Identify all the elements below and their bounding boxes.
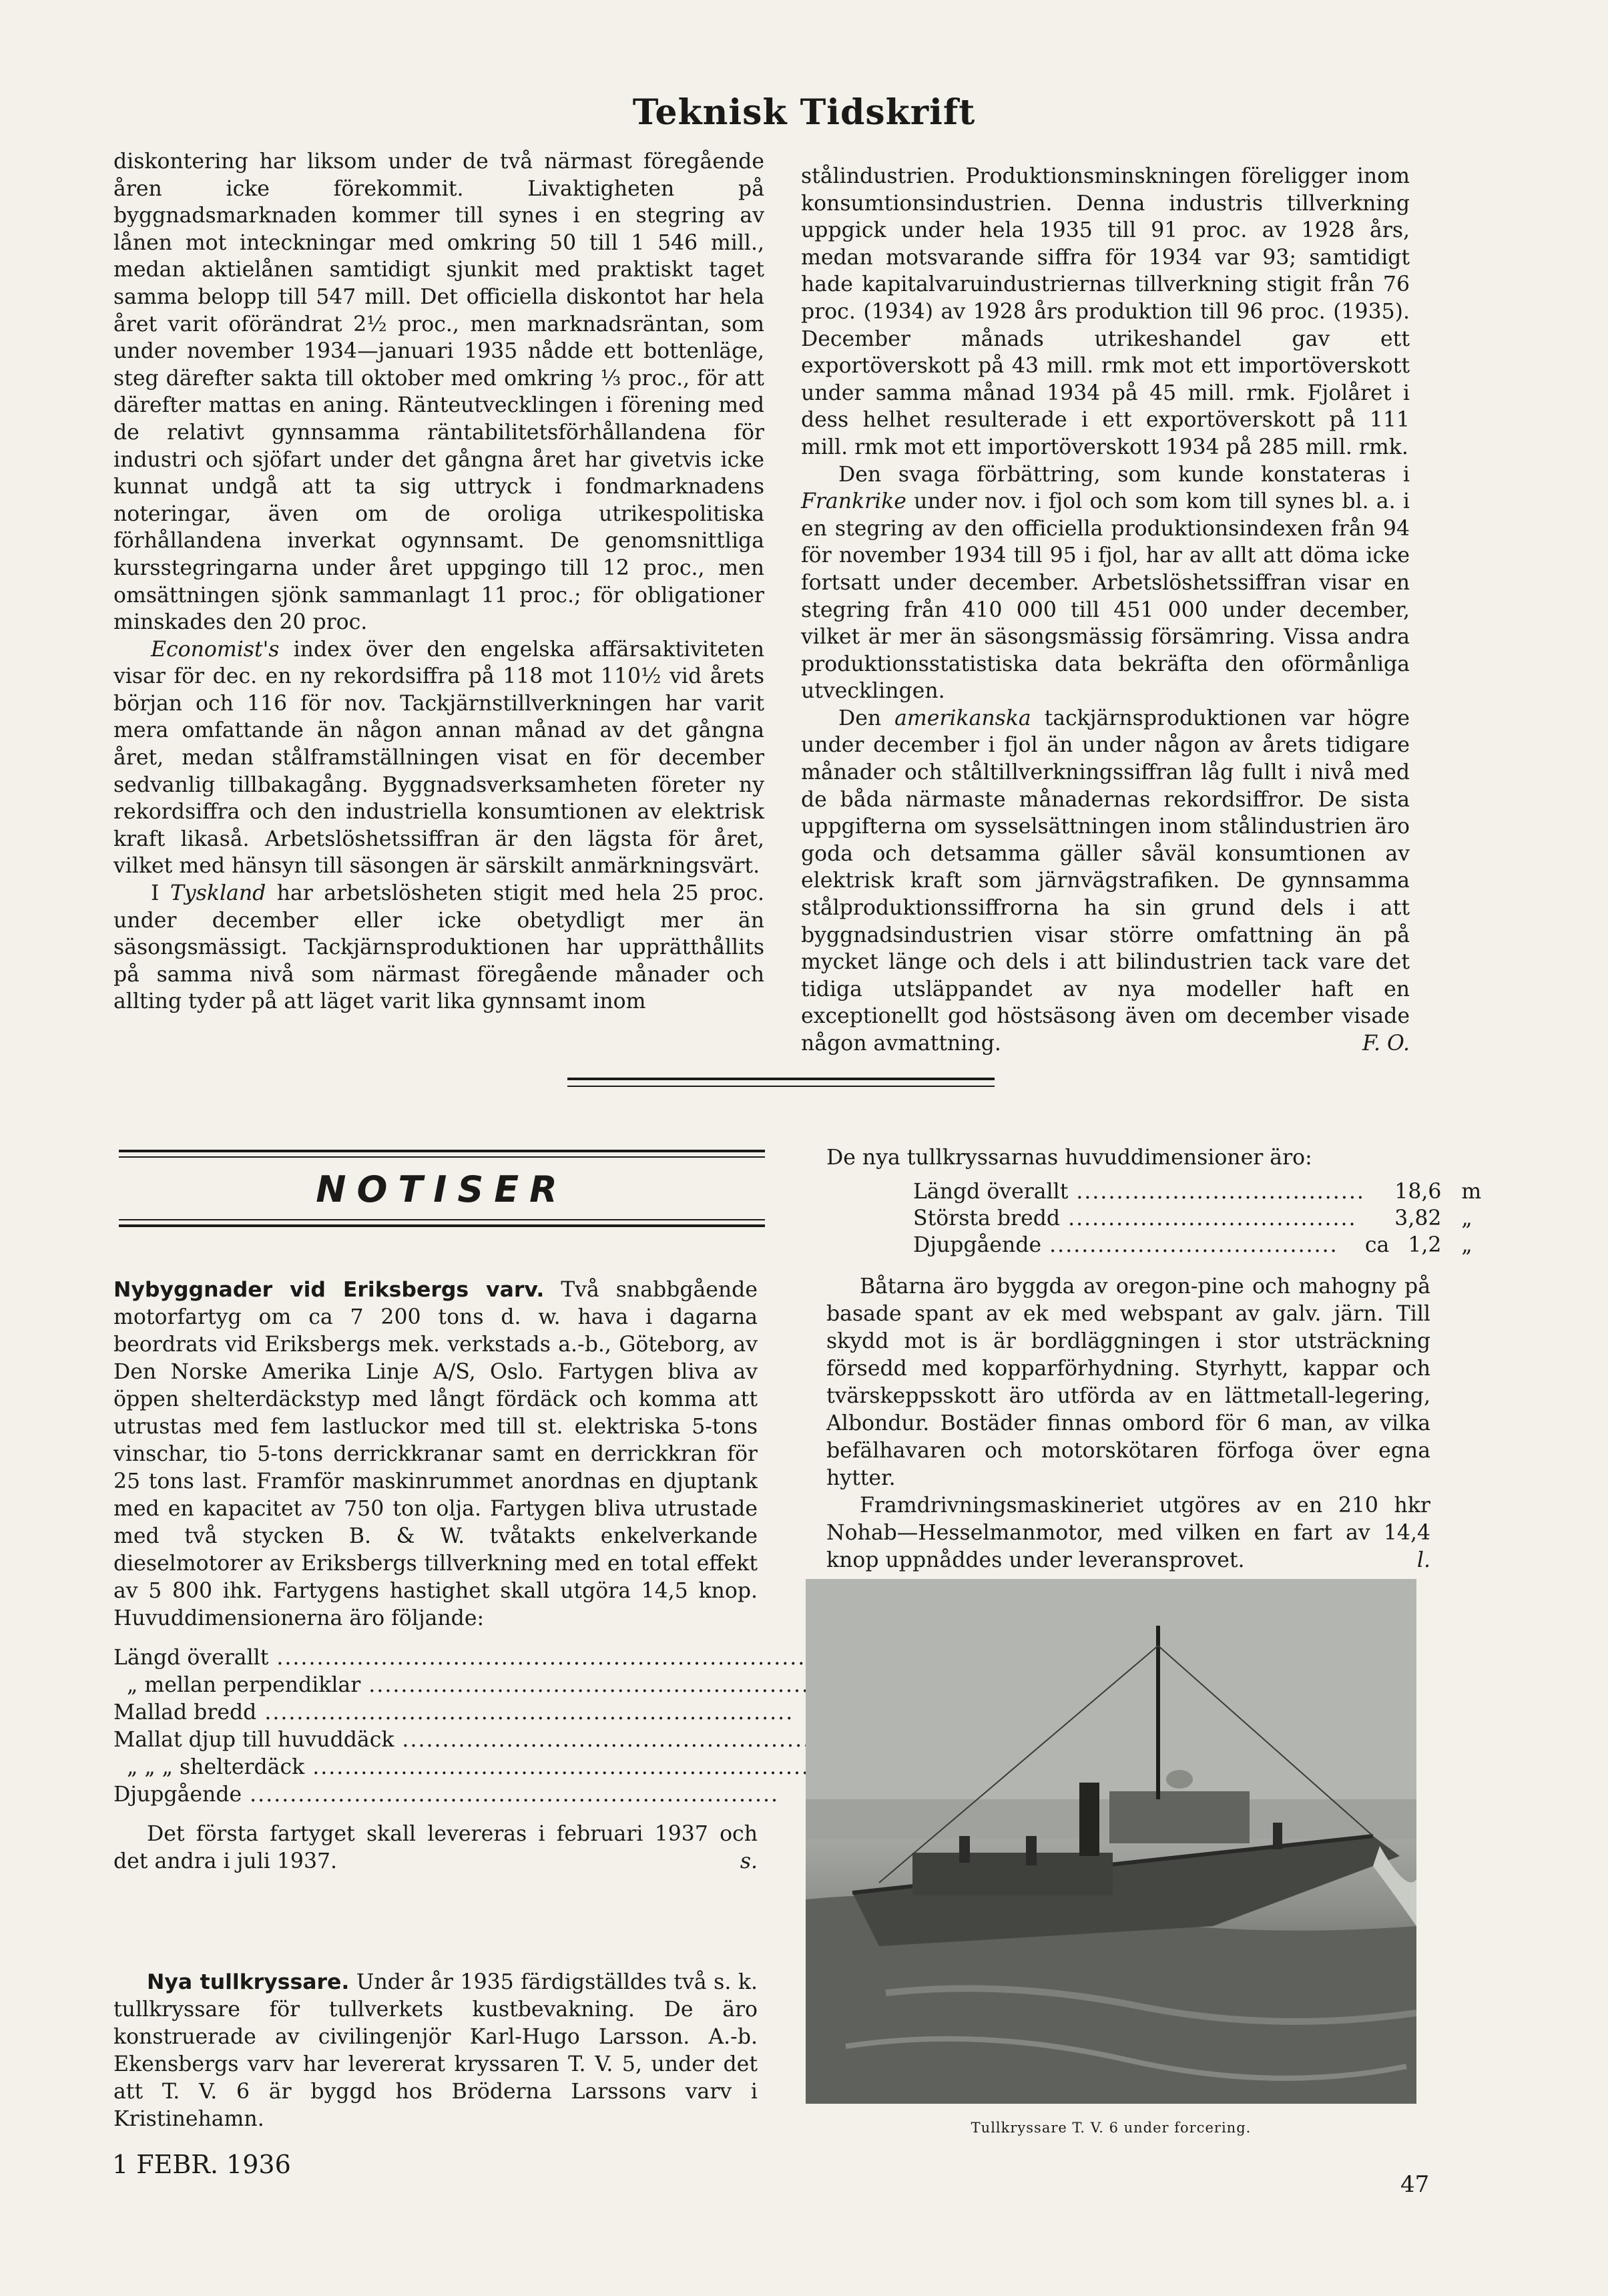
signature: F. O. xyxy=(1362,1031,1410,1056)
paragraph xyxy=(826,1492,1430,1574)
dimension-label: Djupgående ..... xyxy=(913,1232,1365,1258)
dimension-label: „ „ „ shelterdäck ..... xyxy=(113,1754,931,1781)
heading-rule xyxy=(119,1150,765,1152)
dimension-label: Djupgående ..... xyxy=(113,1781,931,1809)
paragraph xyxy=(801,461,1410,705)
dimension-label: „ mellan perpendiklar ..... xyxy=(113,1672,931,1699)
dimension-unit: m xyxy=(1461,1180,1482,1204)
dimension-qualifier: ca xyxy=(1364,1233,1390,1257)
page-number: 47 xyxy=(1400,2171,1430,2198)
dimension-value: 3,82 xyxy=(1394,1206,1442,1230)
dimension-label: Mallad bredd ..... xyxy=(113,1699,931,1727)
dimension-unit: „ xyxy=(1461,1233,1472,1257)
boat-photo xyxy=(806,1579,1416,2104)
notiser-heading-box xyxy=(119,1150,765,1228)
paragraph: stålindustrien. Produktionsminskningen föreligger inom konsumtionsindustrien. Denna industris tillverkning uppgick under hela 1935 till 91 proc. av 1928 års, medan motsvarande siffra för 1934 var 93; samtidigt hade kapitalvaruindustriernas tillverkning stigit från 76 proc. (1934) av 1928 års produktion till 96 proc. (1935). December månads utrikeshandel gav ett exportöverskott på 43 mill. rmk mot ett importöverskott under samma månad 1934 på 45 mill. rmk. Fjolåret i dess helhet resulterade i ett exportöverskott på 111 mill. rmk mot ett importöverskott 1934 på 285 mill. rmk. xyxy=(801,164,1410,459)
notice-heading: Nya tullkryssare. xyxy=(147,1970,350,1994)
notice-tullkryssare-continued xyxy=(826,1144,1482,1574)
crew-figure xyxy=(1273,1823,1282,1849)
emphasis: amerikanska xyxy=(894,706,1031,730)
table-row xyxy=(913,1205,1481,1232)
dimension-value: 18,6 xyxy=(1394,1180,1442,1204)
dimension-label: Längd överallt ..... xyxy=(913,1178,1365,1205)
section-divider xyxy=(567,1086,995,1087)
deck-house xyxy=(912,1853,1113,1895)
paragraph xyxy=(113,1821,758,1875)
wheelhouse xyxy=(1109,1791,1250,1843)
bow-spray xyxy=(1373,1846,1416,1926)
text: Den xyxy=(838,706,895,730)
notice-heading: Nybyggnader vid Eriksbergs varv. xyxy=(113,1278,545,1302)
paragraph: Båtarna äro byggda av oregon-pine och mahogny på basade spant av ek med webspant av galv. järn. Till skydd mot is är bordläggningen i stor utsträckning försedd med kopparförhydning. Styrhytt, kappar och tvärskeppsskott äro utförda av en lättmetall-legering, Albondur. Bostäder finnas ombord för 6 man, av vilka befälhavaren och motorskötaren förfoga över egna hytter. xyxy=(826,1275,1430,1490)
text: under nov. i fjol och som kom till synes bl. a. i en stegring av den officiella produktionsindexen från 94 för november 1934 till 95 i fjol, har av allt att döma icke fortsatt under december. Arbetslöshetssiffran visar en stegring från 410 000 till 451 000 under december, vilket är mer än säsongsmässig försämring. Vissa andra produktionsstatistiska data bekräfta den oförmånliga utvecklingen. xyxy=(801,489,1410,704)
section-divider xyxy=(567,1078,995,1080)
text: Framdrivningsmaskineriet utgöres av en 210 hkr Nohab—Hesselmanmotor, med vilken en fart av 14,4 knop uppnåddes under leveransprovet. xyxy=(826,1494,1430,1572)
paragraph xyxy=(113,1277,758,1632)
issue-date: 1 FEBR. 1936 xyxy=(112,2150,291,2179)
emphasis: Economist's xyxy=(151,637,280,662)
photo-caption: Tullkryssare T. V. 6 under forcering. xyxy=(971,2120,1252,2136)
table-row xyxy=(913,1178,1481,1205)
dimension-value: 1,2 xyxy=(1408,1233,1442,1257)
text: Det första fartyget skall levereras i februari 1937 och det andra i juli 1937. xyxy=(113,1822,758,1873)
notice-eriksberg xyxy=(113,1277,758,2133)
paragraph: diskontering har liksom under de två närmast föregående åren icke förekommit. Livaktigheten på byggnadsmarknaden kommer till synes i en stegring av lånen mot inteckningar med omkring 50 till 1 546 mill., medan aktielånen samtidigt sjunkit med praktiskt taget samma belopp till 547 mill. Det officiella diskontot har hela året varit oförändrat 2½ proc., men marknadsräntan, som under november 1934—januari 1935 nådde ett bottenläge, steg därefter sakta till oktober med omkring ⅓ proc., för att därefter mattas en aning. Ränteutvecklingen i förening med de relativt gynnsamma räntabilitetsförhållandena för industri och sjöfart under det gångna året har givetvis icke kunnat undgå att ta sig uttryck i fondmarknadens noteringar, även om de oroliga utrikespolitiska förhållandena inverkat ogynnsamt. De genomsnittliga kursstegringarna under året uppgingo till 12 proc., men omsättningen sjönk sammanlagt 11 proc.; för obligationer minskades den 20 proc. xyxy=(113,150,764,635)
text: Den svaga förbättring, som kunde konstateras i xyxy=(838,462,1410,487)
dimension-label: Mallat djup till huvuddäck ..... xyxy=(113,1727,931,1754)
dimensions-table xyxy=(913,1178,1481,1258)
dimension-label: Största bredd ..... xyxy=(913,1205,1365,1232)
section-title: NOTISER xyxy=(316,1168,568,1210)
heading-rule xyxy=(119,1219,765,1220)
text: tackjärnsproduktionen var högre under december i fjol än under någon av årets tidigare månader och ståltillverkningssiffran låg fullt i nivå med de båda närmaste månadernas rekordsiffror. De sista uppgifterna om sysselsättningen inom stålindustrien äro goda och detsamma gäller såväl konsumtionen av elektrisk kraft som järnvägstrafiken. De gynnsamma stålproduktionssiffrorna ha sin grund dels i att byggnadsindustrien visar större omfattning än på mycket länge och dels i att bilindustrien tack vare det tidiga utsläppandet av nya modeller haft en exceptionellt god höstsäsong även om december visade någon avmattning. xyxy=(801,706,1410,1056)
heading-rule xyxy=(119,1156,765,1158)
journal-title: Teknisk Tidskrift xyxy=(632,92,976,133)
heading-rule xyxy=(119,1224,765,1227)
boat-illustration xyxy=(806,1579,1416,2104)
dimension-qualifier xyxy=(1365,1205,1394,1232)
paragraph xyxy=(113,880,764,1015)
text: Två snabbgående motorfartyg om ca 7 200 tons d. w. hava i dagarna beordrats vid Eriksbergs mek. verkstads a.-b., Göteborg, av Den Norske Amerika Linje A/S, Oslo. Fartygen bliva av öppen shelterdäckstyp med långt fördäck och komma att utrustas med fem lastluckor med till st. elektriska 5-tons vinschar, tio 5-tons derrickkranar samt en derrickkran för 25 tons last. Framför maskinrummet anordnas en djuptank med en kapacitet av 750 ton olja. Fartygen bliva utrustade med två stycken B. & W. tvåtakts enkelverkande dieselmotorer av Eriksbergs tillverkning med en total effekt av 5 800 ihk. Fartygens hastighet skall utgöra 14,5 knop. Huvuddimensionerna äro följande: xyxy=(113,1278,758,1630)
emphasis: Tyskland xyxy=(170,881,266,906)
sky xyxy=(806,1579,1416,1799)
table-row xyxy=(913,1232,1481,1258)
paragraph xyxy=(113,1969,758,2133)
signature: s. xyxy=(740,1849,758,1873)
searchlight xyxy=(1166,1770,1193,1789)
crew-figure xyxy=(959,1836,970,1863)
paragraph xyxy=(113,636,764,880)
dimension-label: Längd överallt ..... xyxy=(113,1644,931,1672)
crew-figure xyxy=(1026,1836,1037,1865)
dimension-qualifier xyxy=(1365,1178,1394,1205)
signature: l. xyxy=(1416,1548,1430,1572)
text: Under år 1935 färdigställdes två s. k. tullkryssare för tullverkets kustbevakning. De äro konstruerade av civilingenjör Karl-Hugo Larsson. A.-b. Ekensbergs varv har levererat kryssaren T. V. 5, under det att T. V. 6 är byggd hos Bröderna Larssons varv i Kristinehamn. xyxy=(113,1970,758,2131)
text: index över den engelska affärsaktiviteten visar för dec. en ny rekordsiffra på 118 mot 110½ vid årets början och 116 för nov. Tackjärnstillverkningen har varit mera omfattande än någon annan månad av det gångna året, medan stålframställningen visat en för december sedvanlig tillbakagång. Byggnadsverksamheten företer ny rekordsiffra och den industriella konsumtionen av elektrisk kraft likaså. Arbetslöshetssiffran är den lägsta för året, vilket med hänsyn till säsongen är särskilt anmärkningsvärt. xyxy=(113,637,764,879)
article-column-left xyxy=(113,148,764,1015)
dimension-unit: „ xyxy=(1461,1206,1472,1230)
text: I xyxy=(151,881,170,906)
text: har arbetslösheten stigit med hela 25 proc. under december eller icke obetydligt mer än säsongsmässigt. Tackjärnsproduktionen har upprätthållits på samma nivå som närmast föregående månader och allting tyder på att läget varit lika gynnsamt inom xyxy=(113,881,764,1014)
paragraph: De nya tullkryssarnas huvuddimensioner äro: xyxy=(826,1146,1312,1170)
emphasis: Frankrike xyxy=(801,489,906,514)
article-column-right xyxy=(801,163,1410,1058)
funnel xyxy=(1079,1783,1099,1856)
paragraph xyxy=(801,705,1410,1058)
